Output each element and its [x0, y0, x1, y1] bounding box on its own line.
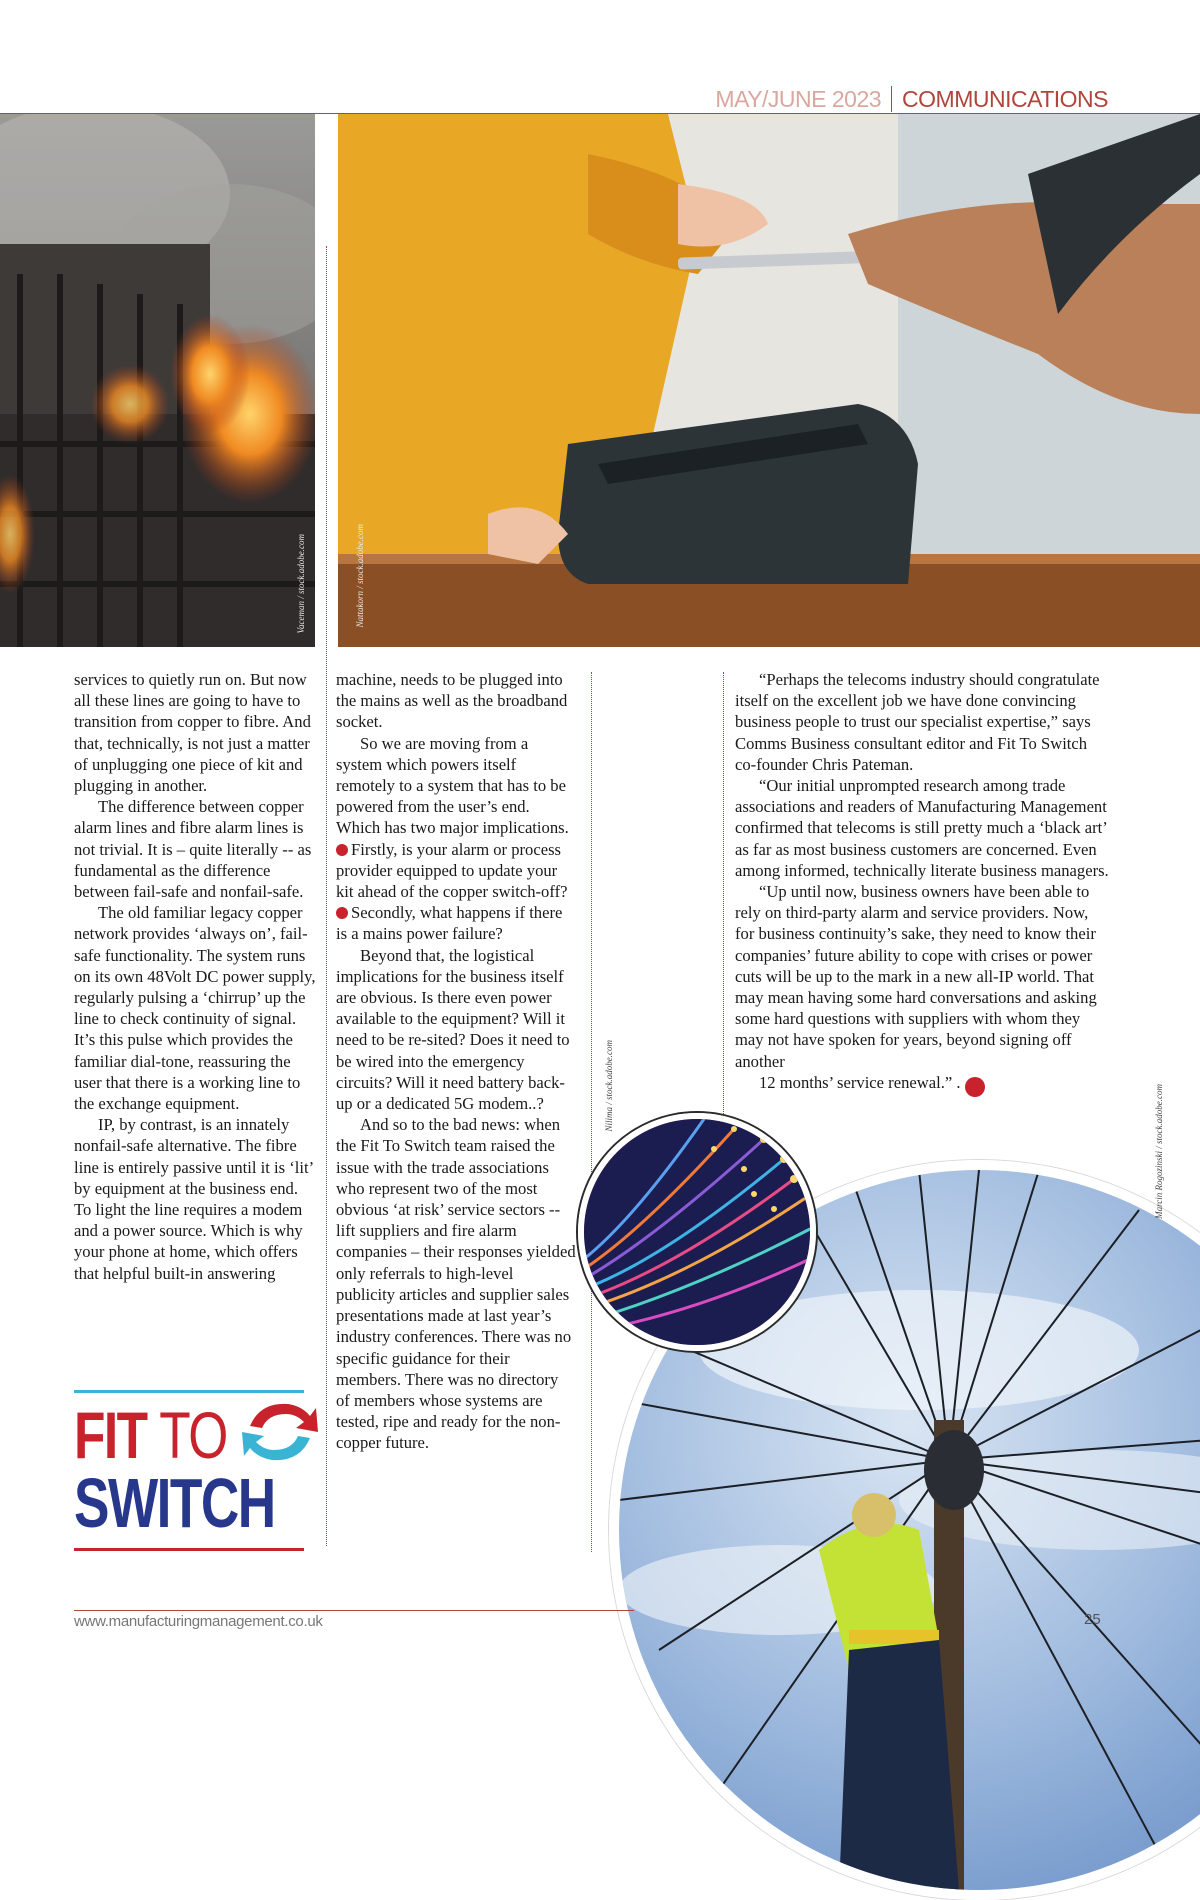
- paragraph: The old familiar legacy copper network provides ‘always on’, fail-safe functionality. The system runs on its own 48Volt DC power supply, regularly pulsing a ‘chirrup’ up the line to check continuity of signal. It’s this pulse which provides the familiar dial-tone, reassuring the user that there is a working line to the exchange equipment.: [74, 903, 316, 1114]
- bullet-icon: [336, 844, 348, 856]
- card-payment-illustration: [338, 114, 1200, 647]
- closing-text: 12 months’ service renewal.”: [759, 1072, 953, 1092]
- paragraph: So we are moving from a system which powers itself remotely to a system that has to be powered from the user’s end. Which has two major implications.: [336, 733, 569, 838]
- header-divider: [891, 86, 892, 112]
- article-column-3: [735, 669, 1110, 1097]
- bullet-item: [336, 839, 576, 903]
- fire-building-illustration: [0, 114, 315, 647]
- column-rule: [591, 672, 592, 1552]
- issue-date: MAY/JUNE 2023: [715, 85, 882, 112]
- logo-top-rule: [74, 1390, 304, 1393]
- bullet-icon: [336, 907, 348, 919]
- footer-rule: [74, 1610, 634, 1611]
- logo-switch: SWITCH: [74, 1464, 275, 1542]
- paragraph: machine, needs to be plugged into the mains as well as the broadband socket.: [336, 670, 568, 732]
- article-column-1: [74, 669, 319, 1284]
- bullet-text: Secondly, what happens if there is a mains power failure?: [336, 903, 563, 944]
- paragraph: “Perhaps the telecoms industry should congratulate itself on the excellent job we have done convincing business people to trust our specialist expertise,” says Comms Business consultant editor and Fit To Switch co-founder Chris Pateman.: [735, 670, 1100, 774]
- paragraph: IP, by contrast, is an innately nonfail-safe alternative. The fibre line is entirely passive until it is ‘lit’ by equipment at the business end. To light the line requires a modem and a power source. Which is why your phone at home, which offers that helpful built-in answering: [74, 1115, 313, 1283]
- payment-photo-credit: Nattakorn / stock.adobe.com: [355, 524, 365, 628]
- section-title: COMMUNICATIONS: [902, 85, 1108, 112]
- switch-arrows-icon: [240, 1396, 320, 1468]
- column-rule: [326, 246, 327, 1546]
- paragraph-end: 12 months’ service renewal.” . M: [735, 1072, 1110, 1097]
- website-url[interactable]: www.manufacturingmanagement.co.uk: [74, 1613, 323, 1630]
- fit-to-switch-logo: [74, 1390, 320, 1556]
- fibre-optic-photo: [578, 1113, 816, 1351]
- fire-photo: [0, 114, 315, 647]
- paragraph: “Up until now, business owners have been able to rely on third-party alarm and service providers. Now, for business continuity’s sake, they need to know their companies’ future ability to cope with crises or power cuts will be up to the mark in a new all-IP world. That may mean having some hard conversations and asking some hard questions with suppliers with whom they may not have spoken for years, beyond signing off another: [735, 882, 1097, 1071]
- card-payment-photo: [338, 114, 1200, 647]
- paragraph: services to quietly run on. But now all these lines are going to have to transition from copper to fibre. And that, technically, is not just a matter of unplugging one piece of kit and plugging in another.: [74, 670, 311, 796]
- fibre-optic-illustration: [584, 1119, 810, 1345]
- paragraph: “Our initial unprompted research among trade associations and readers of Manufacturing Management confirmed that telecoms is still pretty much a ‘black art’ as far as most business customers are concerned. Even among informed, technically literate business managers.: [735, 776, 1109, 880]
- bullet-text: Firstly, is your alarm or process provider equipped to update your kit ahead of the copper switch-off?: [336, 839, 568, 902]
- running-header: [715, 84, 1108, 114]
- column-rule: [723, 672, 724, 1132]
- pole-photo-credit: Marcin Rogozinski / stock.adobe.com: [1154, 1084, 1164, 1219]
- paragraph: Beyond that, the logistical implications for the business itself are obvious. Is there even power available to the equipment? Will it need to be re-sited? Does it need to be wired into the emergency circuits? Will it need battery back-up or a dedicated 5G modem..?: [336, 945, 570, 1114]
- paragraph: The difference between copper alarm lines and fibre alarm lines is not trivial. It is – quite literally -- as fundamental as the difference between fail-safe and nonfail-safe.: [74, 797, 312, 902]
- fibre-photo-credit: Nilima / stock.adobe.com: [604, 1040, 614, 1132]
- logo-bottom-rule: [74, 1548, 304, 1551]
- page-number: 25: [1084, 1611, 1101, 1628]
- logo-fit-to: FIT TO: [74, 1398, 227, 1472]
- paragraph: And so to the bad news: when the Fit To Switch team raised the issue with the trade associations who represent two of the most obvious ‘at risk’ service sectors -- lift suppliers and fire alarm companies – their responses yielded only referrals to high-level publicity articles and supplier sales presentations made at last year’s industry conferences. There was no specific guidance for their members. There was no directory of members whose systems are tested, ripe and ready for the non-copper future.: [336, 1115, 576, 1453]
- fire-photo-credit: Vaceman / stock.adobe.com: [296, 534, 306, 634]
- article-column-2: [336, 669, 576, 1454]
- bullet-item: [336, 902, 576, 944]
- end-mark-icon: M: [965, 1077, 985, 1097]
